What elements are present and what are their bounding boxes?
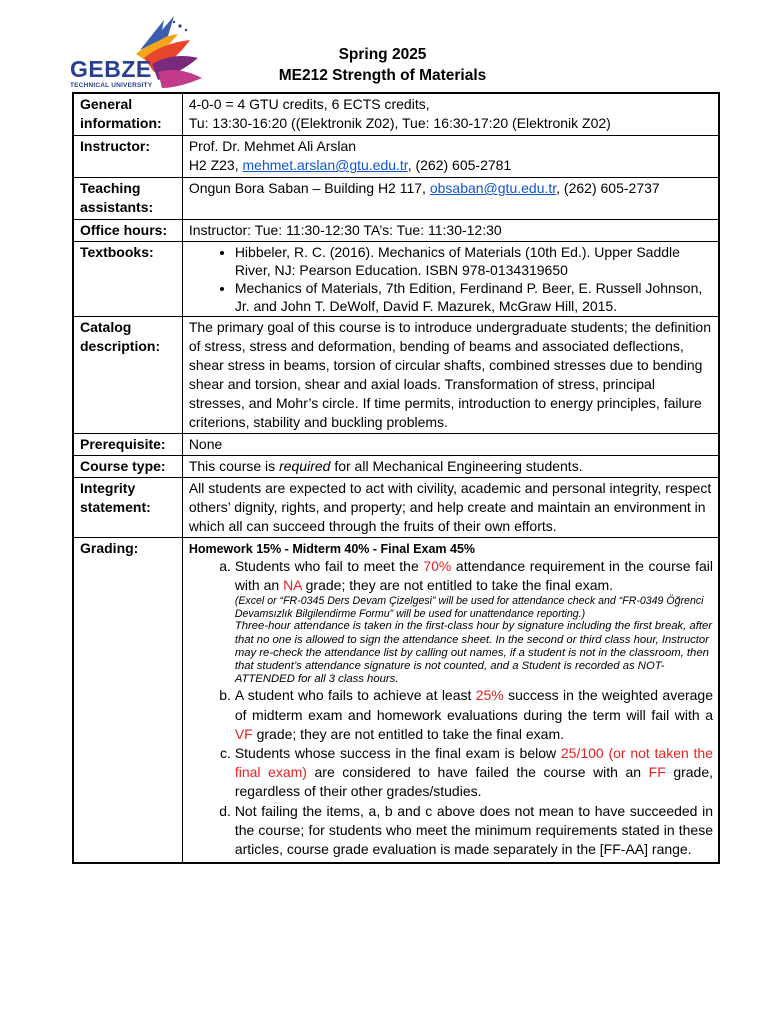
value-catalog: The primary goal of this course is to introduce undergraduate students; the definition of stress, stress and deformation, bending of beams and associated deflections, shear stress in beams, torsion of circular shafts, combined stresses due to bending shear and torsion, shear and axial loads. Transformation of stress, principal stresses, and Mohr’s circle. If time permits, introduction to energy principles, failure criterions, stability and buckling problems. — [182, 317, 719, 434]
rule-a-text-2: attendance requirement in the course fail with an — [234, 558, 713, 594]
row-office-hours — [73, 220, 719, 242]
final-exam-threshold: 25/100 (or not taken the final exam) — [234, 745, 713, 781]
grading-weights: Homework 15% - Midterm 40% - Final Exam 45% — [188, 542, 476, 556]
rule-b-text-3: grade; they are not entitled to take the final exam. — [252, 725, 565, 742]
ta-name: Ongun Bora Saban – Building H2 117, — [188, 180, 430, 196]
instructor-contact — [189, 156, 713, 175]
row-course-type — [73, 456, 719, 478]
row-textbooks — [73, 242, 719, 317]
ta-email-link[interactable]: obsaban@gtu.edu.tr — [429, 180, 557, 196]
rule-a — [235, 557, 713, 686]
value-prereq: None — [182, 434, 719, 456]
value-coursetype — [182, 456, 719, 478]
row-general — [73, 93, 719, 136]
rule-c-text-3: grade, regardless of their other grades/studies. — [234, 764, 714, 800]
rule-a-text-3: grade; they are not entitled to take the final exam. — [301, 577, 614, 594]
attendance-procedure-note: Three-hour attendance is taken in the first-class hour by signature including the first break, after that no one is allowed to sign the attendance sheet. In the second or third class hour, Instructor may re-check the attendance list by calling out names, if a student is not in the classroom, then that student’s attendance signature is not counted, and a Student is recorded as NOT-ATTENDED for all 3 class hours. — [234, 620, 713, 686]
row-prerequisite — [73, 434, 719, 456]
instructor-email-link[interactable]: mehmet.arslan@gtu.edu.tr — [242, 157, 408, 173]
rule-b-text-2: success in the weighted average of midterm exam and homework evaluations during the term will fail with a — [234, 687, 713, 723]
label-instructor: Instructor: — [73, 136, 182, 178]
value-grading — [182, 538, 719, 864]
success-threshold: 25% — [475, 687, 504, 704]
attendance-form-note: (Excel or “FR-0345 Ders Devam Çizelgesi” will be used for attendance check and “FR-0349 Öğrenci Devamsızlık Bilgilendirme Formu” will be used for unattendance reporting.) — [234, 595, 704, 620]
row-integrity — [73, 478, 719, 538]
document-title — [240, 44, 525, 86]
label-grading: Grading: — [73, 538, 182, 864]
syllabus-table — [72, 92, 720, 864]
textbook-list — [189, 243, 713, 315]
row-grading — [73, 538, 719, 864]
semester: Spring 2025 — [338, 46, 427, 63]
rule-d: d. Not failing the items, a, b and c above does not mean to have succeeded in the course; for students who meet the minimum requirements stated in these articles, course grade evaluation is made separately in the [FF-AA] range. — [235, 802, 713, 860]
rule-c — [235, 744, 713, 802]
logo-subtitle: TECHNICAL UNIVERSITY — [70, 82, 153, 89]
coursetype-required: required — [279, 458, 331, 474]
ta-phone: , (262) 605-2737 — [556, 180, 660, 196]
instructor-name: Prof. Dr. Mehmet Ali Arslan — [188, 138, 357, 154]
value-ta — [182, 178, 719, 220]
rule-a-text-1: Students who fail to meet the — [234, 558, 424, 574]
row-instructor — [73, 136, 719, 178]
textbook-item: • Hibbeler, R. C. (2016). Mechanics of Materials (10th Ed.). Upper Saddle River, NJ: Pearson Education. ISBN 978-0134319650 — [235, 243, 713, 279]
label-catalog: Catalog description: — [73, 317, 182, 434]
rule-c-text-2: are considered to have failed the course with an — [306, 764, 649, 781]
grade-ff: FF — [648, 764, 666, 781]
textbook-item: • Mechanics of Materials, 7th Edition, Ferdinand P. Beer, E. Russell Johnson, Jr. and John T. DeWolf, David F. Mazurek, McGraw Hill, 2015. — [235, 279, 713, 315]
course-title: ME212 Strength of Materials — [278, 67, 487, 84]
coursetype-pre: This course is — [188, 458, 280, 474]
logo-wordmark: GEBZE — [70, 56, 152, 82]
rule-c-text-1: Students whose success in the final exam is below — [234, 745, 561, 762]
attendance-threshold: 70% — [423, 558, 452, 574]
label-office: Office hours: — [73, 220, 182, 242]
value-integrity: All students are expected to act with civility, academic and personal integrity, respect others’ dignity, rights, and property; and help create and maintain an environment in which all can succeed through the fruits of their own efforts. — [182, 478, 719, 538]
value-textbooks — [182, 242, 719, 317]
coursetype-post: for all Mechanical Engineering students. — [330, 458, 583, 474]
credits: 4-0-0 = 4 GTU credits, 6 ECTS credits, — [188, 96, 430, 112]
label-coursetype: Course type: — [73, 456, 182, 478]
instructor-phone: , (262) 605-2781 — [407, 157, 512, 173]
row-ta — [73, 178, 719, 220]
label-ta: Teaching assistants: — [73, 178, 182, 220]
instructor-office: H2 Z23, — [188, 157, 243, 173]
row-catalog — [73, 317, 719, 434]
rule-b — [235, 686, 713, 744]
label-general: General information: — [73, 93, 182, 136]
ta-contact — [189, 179, 713, 198]
label-integrity: Integrity statement: — [73, 478, 182, 538]
university-logo — [68, 14, 208, 92]
label-textbooks: Textbooks: — [73, 242, 182, 317]
schedule: Tu: 13:30-16:20 ((Elektronik Z02), Tue: 16:30-17:20 (Elektronik Z02) — [188, 115, 611, 131]
label-prereq: Prerequisite: — [73, 434, 182, 456]
grading-rules — [189, 557, 713, 859]
value-general — [182, 93, 719, 136]
value-office: Instructor: Tue: 11:30-12:30 TA’s: Tue: 11:30-12:30 — [182, 220, 719, 242]
value-instructor — [182, 136, 719, 178]
grade-na: NA — [283, 577, 302, 594]
rule-b-text-1: A student who fails to achieve at least — [234, 687, 476, 704]
grade-vf: VF — [234, 725, 253, 742]
